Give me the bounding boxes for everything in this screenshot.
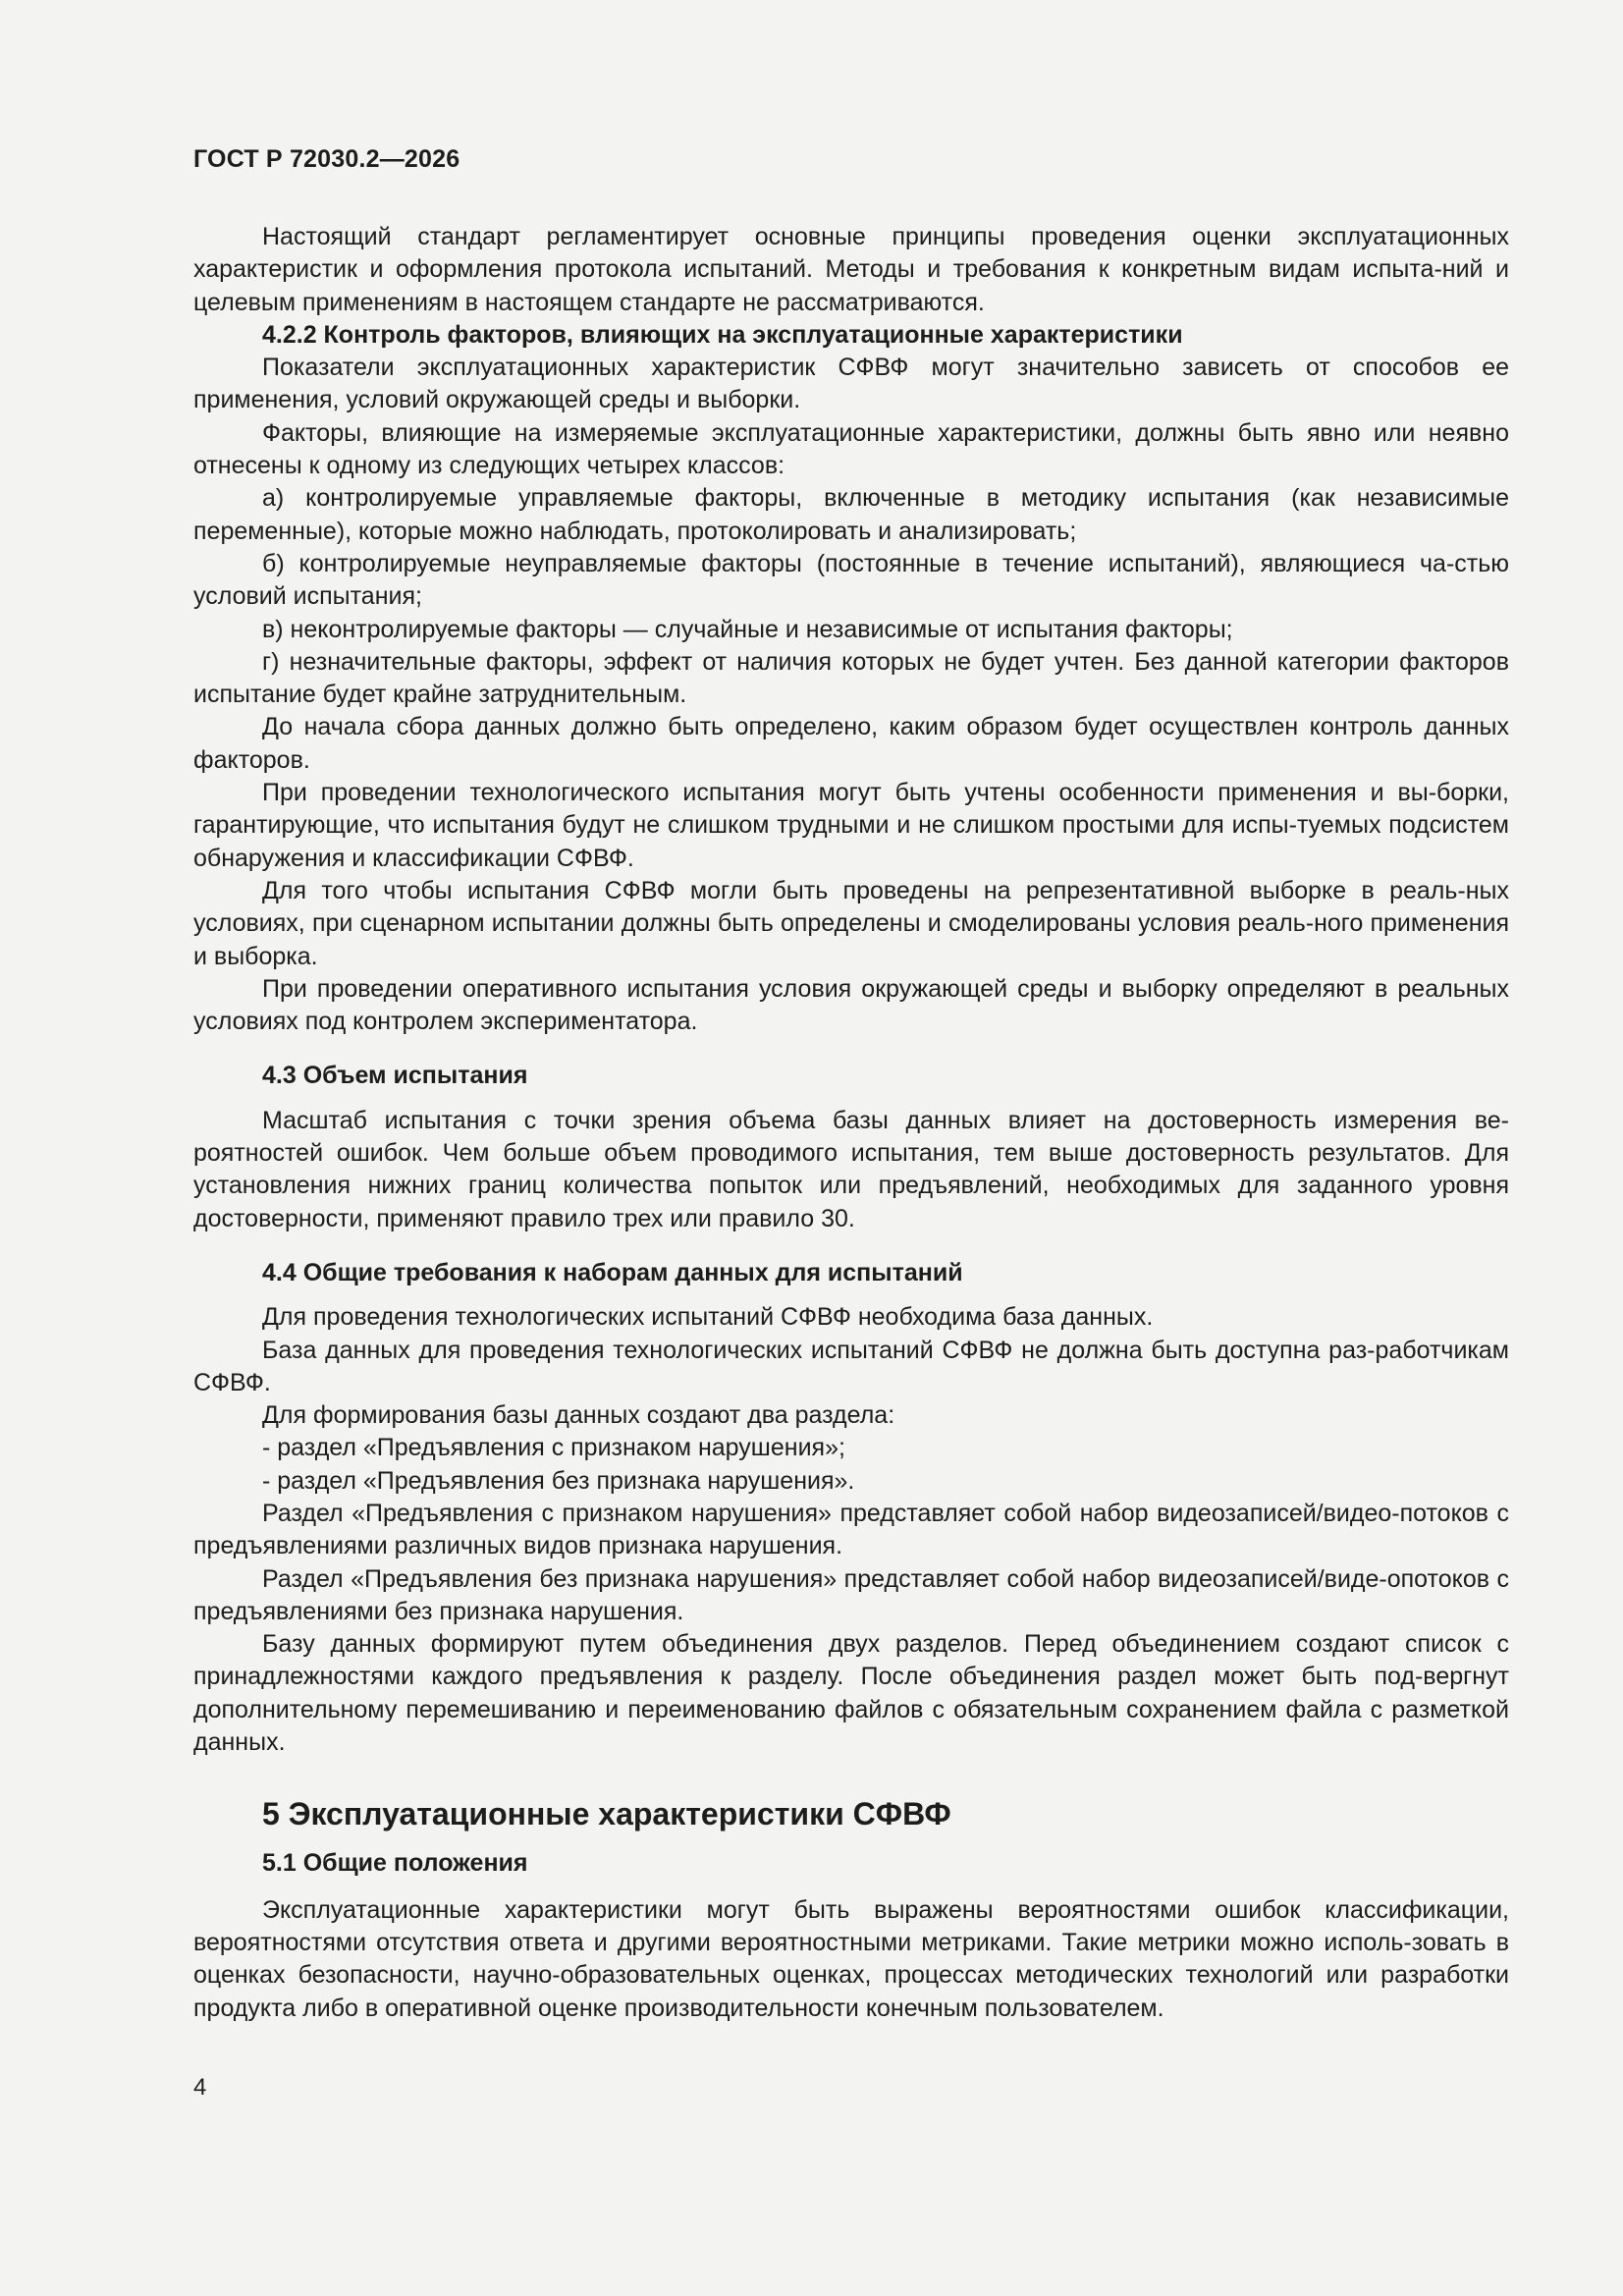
paragraph: Эксплуатационные характеристики могут быть выражены вероятностями ошибок классификации, вероятностями отсутствия ответа и другими вероятностными метриками. Такие метрики можно исполь-зовать в оценках безопасности, научно-образовательных оценках, процессах методических технологий или разработки продукта либо в оперативной оценке производительности конечным пользователем. xyxy=(193,1895,1509,2022)
chapter-heading-5: 5 Эксплуатационные характеристики СФВФ xyxy=(262,1796,951,1832)
list-item: б) контролируемые неуправляемые факторы (постоянные в течение испытаний), являющиеся ча-стью условий испытания; xyxy=(193,549,1509,611)
paragraph: Для того чтобы испытания СФВФ могли быть проведены на репрезентативной выборке в реаль-ных условиях, при сценарном испытании должны быть определены и смоделированы условия реаль-ного применения и выборка. xyxy=(193,876,1509,970)
list-item: г) незначительные факторы, эффект от наличия которых не будет учтен. Без данной категории факторов испытание будет крайне затруднительным. xyxy=(193,647,1509,709)
paragraph: Факторы, влияющие на измеряемые эксплуатационные характеристики, должны быть явно или неявно отнесены к одному из следующих четырех классов: xyxy=(193,418,1509,480)
page-number: 4 xyxy=(193,2074,207,2101)
list-item: а) контролируемые управляемые факторы, включенные в методику испытания (как независимые переменные), которые можно наблюдать, протоколировать и анализировать; xyxy=(193,484,1509,545)
paragraph: База данных для проведения технологических испытаний СФВФ не должна быть доступна раз-работчикам СФВФ. xyxy=(193,1336,1509,1396)
section-heading-4-3: 4.3 Объем испытания xyxy=(262,1062,528,1090)
paragraph: Показатели эксплуатационных характеристик СФВФ могут значительно зависеть от способов ее применения, условий окружающей среды и выборки. xyxy=(193,354,1509,414)
paragraph: Для формирования базы данных создают два раздела: xyxy=(262,1401,895,1430)
paragraph: Для проведения технологических испытаний СФВФ необходима база данных. xyxy=(262,1303,1154,1332)
list-item: в) неконтролируемые факторы — случайные и независимые от испытания факторы; xyxy=(262,615,1233,643)
section-heading-4-4: 4.4 Общие требования к наборам данных для испытаний xyxy=(262,1258,963,1286)
list-item: - раздел «Предъявления с признаком нарушения»; xyxy=(262,1434,845,1462)
list-item: - раздел «Предъявления без признака нарушения». xyxy=(262,1466,855,1495)
document-header: ГОСТ Р 72030.2—2026 xyxy=(193,145,460,173)
section-heading-5-1: 5.1 Общие положения xyxy=(262,1849,528,1878)
paragraph: При проведении технологического испытания могут быть учтены особенности применения и вы-борки, гарантирующие, что испытания будут не слишком трудными и не слишком простыми для испы-туемых подсистем обнаружения и классификации СФВФ. xyxy=(193,779,1509,872)
section-heading-4-2-2: 4.2.2 Контроль факторов, влияющих на эксплуатационные характеристики xyxy=(262,320,1183,349)
paragraph: Масштаб испытания с точки зрения объема базы данных влияет на достоверность измерения ве-роятностей ошибок. Чем больше объем проводимого испытания, тем выше достоверность результатов. Для установления нижних границ количества попыток или предъявлений, необходимых для заданного уровня достоверности, применяют правило трех или правило 30. xyxy=(193,1106,1509,1232)
paragraph: Раздел «Предъявления с признаком нарушения» представляет собой набор видеозаписей/видео-потоков с предъявлениями различных видов признака нарушения. xyxy=(193,1499,1509,1560)
paragraph: Базу данных формируют путем объединения двух разделов. Перед объединением создают список с принадлежностями каждого предъявления к разделу. После объединения раздел может быть под-вергнут дополнительному перемешиванию и переименованию файлов с обязательным сохранением файла с разметкой данных. xyxy=(193,1630,1509,1757)
paragraph: До начала сбора данных должно быть определено, каким образом будет осуществлен контроль данных факторов. xyxy=(193,713,1509,774)
paragraph: Раздел «Предъявления без признака нарушения» представляет собой набор видеозаписей/виде-опотоков с предъявлениями без признака нарушения. xyxy=(193,1564,1509,1625)
paragraph: Настоящий стандарт регламентирует основные принципы проведения оценки эксплуатационных характеристик и оформления протокола испытаний. Методы и требования к конкретным видам испыта-ний и целевым применениям в настоящем стандарте не рассматриваются. xyxy=(193,223,1509,316)
document-page xyxy=(193,145,1509,2025)
paragraph: При проведении оперативного испытания условия окружающей среды и выборку определяют в реальных условиях под контролем экспериментатора. xyxy=(193,974,1509,1036)
